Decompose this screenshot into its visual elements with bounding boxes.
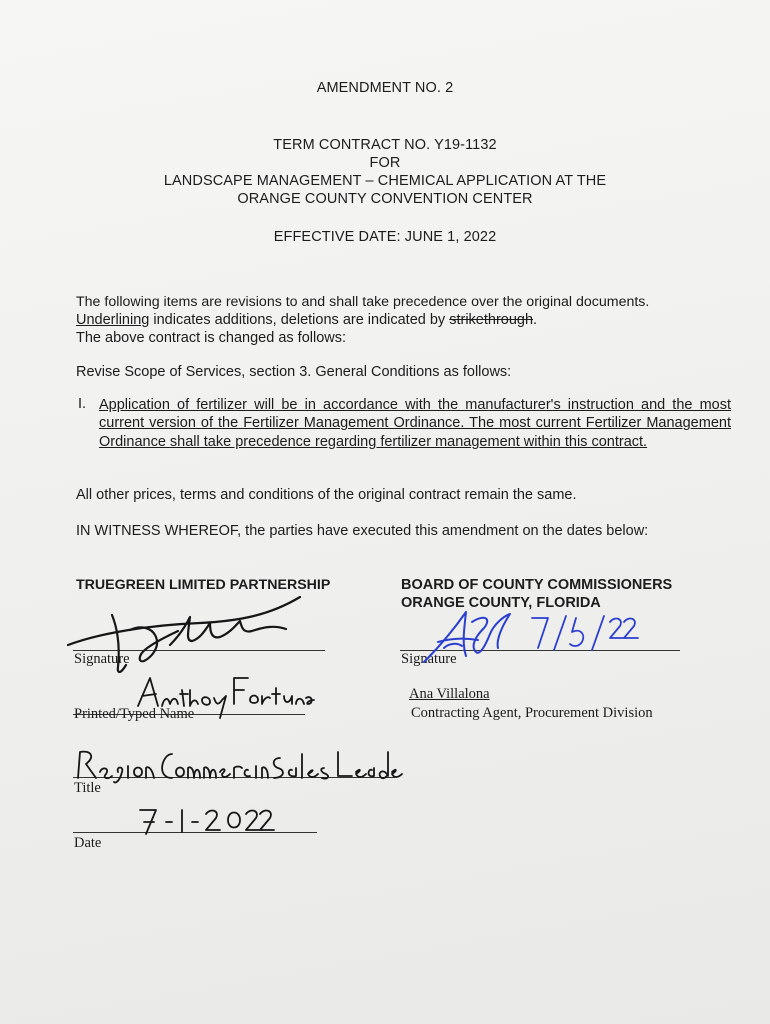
county-date-handwriting-icon: [528, 612, 638, 656]
revise-statement: Revise Scope of Services, section 3. General Conditions as follows:: [76, 364, 512, 380]
other-terms: All other prices, terms and conditions of the original contract remain the same.: [76, 487, 577, 503]
right-party-name-line1: BOARD OF COUNTY COMMISSIONERS: [401, 577, 673, 593]
left-signature-label: Signature: [74, 651, 130, 667]
intro-line1: The following items are revisions to and shall take precedence over the original documents.: [76, 294, 650, 310]
printed-name-handwriting-icon: [130, 670, 315, 720]
underlining-word: Underlining: [76, 312, 150, 328]
contract-title-line1: LANDSCAPE MANAGEMENT – CHEMICAL APPLICATION AT THE: [163, 173, 607, 189]
title-label: Title: [74, 780, 101, 796]
strikethrough-word: strikethrough: [449, 312, 534, 328]
intro-line3: The above contract is changed as follows:: [76, 330, 347, 346]
date-handwriting-icon: [136, 804, 276, 838]
title-handwriting-icon: [72, 744, 402, 786]
witness-statement: IN WITNESS WHEREOF, the parties have executed this amendment on the dates below:: [76, 523, 649, 539]
contract-number: TERM CONTRACT NO. Y19-1132: [273, 137, 497, 153]
truegreen-signature-icon: [60, 585, 320, 680]
county-signer-name: Ana Villalona: [409, 686, 490, 702]
contract-title-line2: ORANGE COUNTY CONVENTION CENTER: [237, 191, 533, 207]
intro-line2-mid: indicates additions, deletions are indicated by: [149, 312, 450, 328]
intro-line2: [76, 311, 732, 329]
amendment-number: AMENDMENT NO. 2: [316, 80, 454, 96]
county-signer-title: Contracting Agent, Procurement Division: [411, 705, 653, 721]
right-party-name-line2: ORANGE COUNTY, FLORIDA: [401, 595, 601, 611]
left-party-name: TRUEGREEN LIMITED PARTNERSHIP: [76, 577, 331, 593]
date-label: Date: [74, 835, 102, 851]
item-number: I.: [78, 396, 87, 412]
county-signature-icon: [418, 604, 528, 670]
intro-line2-end: .: [533, 312, 538, 328]
printed-name-label: Printed/Typed Name: [74, 706, 195, 722]
right-signature-label: Signature: [401, 651, 457, 667]
for-label: FOR: [369, 155, 401, 171]
item-text: Application of fertilizer will be in accordance with the manufacturer's instruction and the most current version of the Fertilizer Management Ordinance. The most current Fertilizer Management Ordinance shall take precedence regarding fertilizer management within this contract.: [99, 397, 731, 450]
effective-date: EFFECTIVE DATE: JUNE 1, 2022: [273, 229, 497, 245]
